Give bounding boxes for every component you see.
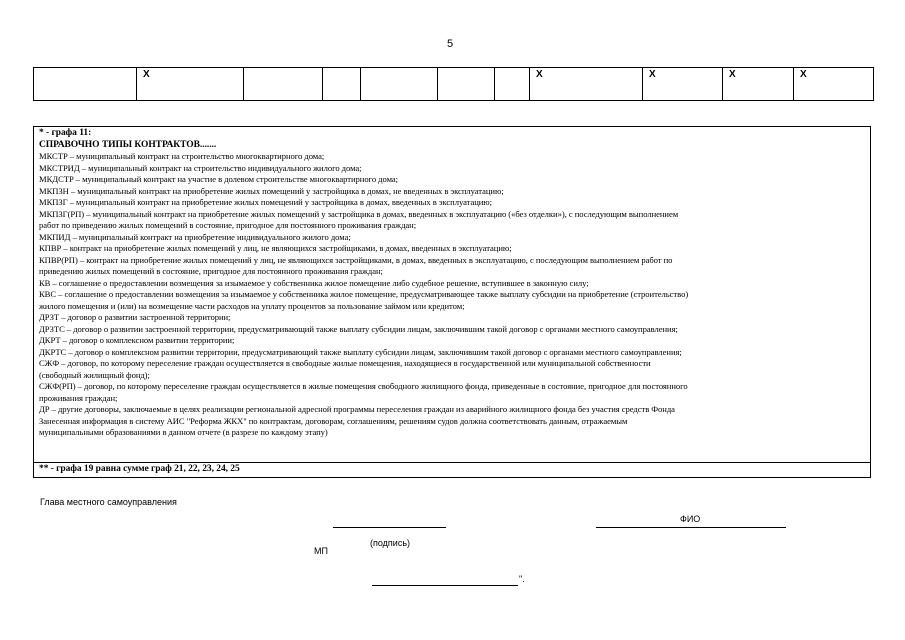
notes-header-title: СПРАВОЧНО ТИПЫ КОНТРАКТОВ.......	[39, 139, 217, 150]
table-cell: X	[530, 68, 643, 101]
note-line: СЖФ – договор, по которому переселение граждан осуществляется в свободные жилые помещения, находящиеся в государственной или муниципальной собственности	[39, 358, 651, 368]
data-table	[33, 67, 874, 101]
table-cell	[495, 68, 530, 101]
table-cell	[34, 68, 137, 101]
note-line: СЖФ(РП) – договор, по которому переселение граждан осуществляется в жилые помещения свободного жилищного фонда, приведенные в состояние, пригодное для постоянного	[39, 381, 688, 391]
note-line: КВС – соглашение о предоставлении возмещения за изымаемое у собственника жилое помещение, предусматривающее также выплату субсидии на приобретение (строительство)	[39, 289, 689, 299]
note-line: МКДСТР – муниципальный контракт на участие в долевом строительстве многоквартирного дома;	[39, 174, 399, 184]
head-label: Глава местного самоуправления	[40, 497, 177, 507]
note-line: МКПИД – муниципальный контракт на приобретение индивидуального жилого дома;	[39, 231, 351, 242]
table-row	[34, 68, 874, 101]
notes-footer-text: ** - графа 19 равна сумме граф 21, 22, 23, 24, 25	[39, 464, 240, 474]
table-cell: X	[137, 68, 244, 101]
page-number: 5	[447, 38, 454, 50]
note-line: МКПЗГ(РП) – муниципальный контракт на приобретение жилых помещений у застройщика в домах, введенных в эксплуатацию («без отделки»), с последующим выполнением	[39, 208, 679, 219]
notes-footer	[34, 464, 870, 477]
fio-line	[596, 527, 786, 528]
note-line: приведению жилых помещений в состояние, пригодное для постоянного проживания граждан;	[39, 266, 383, 276]
note-line: работ по приведению жилых помещений в состояние, пригодное для постоянного проживания граждан;	[39, 220, 417, 230]
note-line: ДРЗТС – договор о развитии застроенной территории, предусматривающий также выплату субсидии лицам, заключившим такой договор с органами местного самоуправления;	[39, 323, 678, 334]
note-line: ДКРТС – договор о комплексном развитии территории, предусматривающий также выплату субсидии лицам, заключившим такой договор с органами местного самоуправления;	[39, 346, 682, 357]
date-suffix: ".	[519, 574, 525, 584]
notes-header-footnote: * - графа 11:	[39, 128, 92, 138]
note-line: ДРЗТ – договор о развитии застроенной территории;	[39, 312, 231, 322]
table-cell: X	[794, 68, 874, 101]
note-line: МКСТР – муниципальный контракт на строительство многоквартирного дома;	[39, 151, 325, 161]
table-cell: X	[723, 68, 794, 101]
signature-line	[333, 527, 446, 528]
note-line: КВ – соглашение о предоставлении возмещения за изымаемое у собственника жилое помещение либо судебное решение, вступившее в законную силу;	[39, 277, 589, 288]
note-line: (свободный жилищный фонд);	[39, 369, 150, 380]
note-line: ДКРТ – договор о комплексном развитии территории;	[39, 335, 235, 345]
note-line: МКСТРИД – муниципальный контракт на строительство индивидуального жилого дома;	[39, 162, 362, 173]
podpis-label: (подпись)	[370, 538, 411, 548]
note-line: КПВР(РП) – контракт на приобретение жилых помещений у лиц, не являющихся застройщиками, в домах, введенных в эксплуатацию, с последующим выполнением работ по	[39, 254, 673, 265]
contract-types-reference	[34, 127, 870, 463]
note-line: МКПЗН – муниципальный контракт на приобретение жилых помещений у застройщика в домах, не введенных в эксплуатацию;	[39, 185, 504, 196]
table-cell	[361, 68, 438, 101]
notes-box	[33, 126, 871, 478]
note-line: ДР – другие договоры, заключаемые в целях реализации региональной адресной программы переселения граждан из аварийного жилищного фонда без участия средств Фонда	[39, 404, 675, 414]
table-cell	[244, 68, 323, 101]
note-line: жилого помещения и (или) на возмещение части расходов на уплату процентов за пользование займом или кредитом;	[39, 300, 465, 311]
notes-lines	[39, 151, 865, 439]
mp-label: МП	[314, 546, 328, 556]
note-line: проживания граждан;	[39, 392, 118, 403]
table-cell	[438, 68, 495, 101]
note-line: МКПЗГ – муниципальный контракт на приобретение жилых помещений у застройщика в домах, введенных в эксплуатацию;	[39, 197, 493, 207]
note-line: муниципальными образованиями в данном отчете (в разрезе по каждому этапу)	[39, 427, 328, 437]
note-line: Занесенная информация в систему АИС "Реформа ЖКХ" по контрактам, договорам, соглашениям, решениям судов должна соответствовать данным, отражаемым	[39, 415, 628, 426]
date-line	[372, 585, 518, 586]
table-cell	[323, 68, 361, 101]
fio-label: ФИО	[680, 514, 701, 524]
table-cell: X	[643, 68, 723, 101]
note-line: КПВР – контракт на приобретение жилых помещений у лиц, не являющихся застройщиками, в домах, введенных в эксплуатацию;	[39, 243, 512, 253]
